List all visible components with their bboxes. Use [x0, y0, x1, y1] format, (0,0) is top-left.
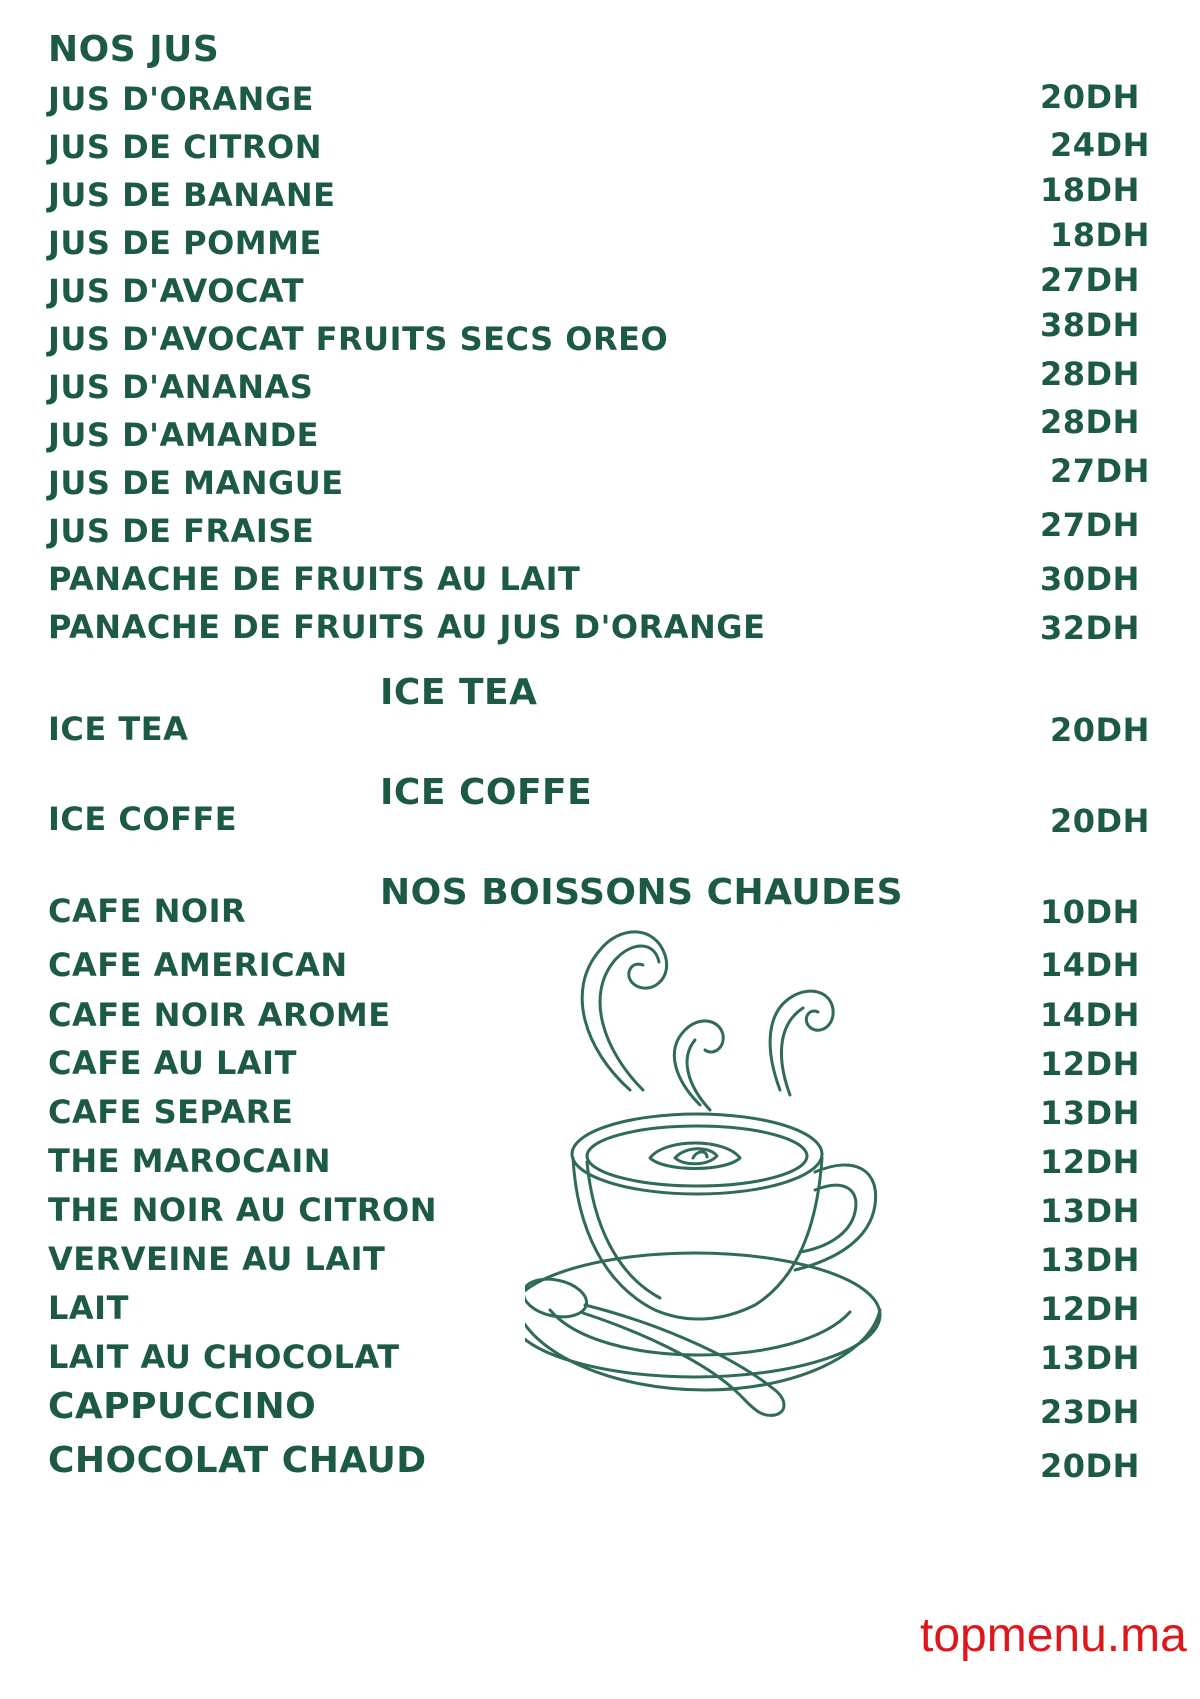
menu-item-price: 38DH — [1040, 306, 1140, 344]
menu-item-price: 27DH — [1050, 452, 1150, 490]
menu-item-price: 12DH — [1040, 1045, 1140, 1083]
menu-item-price: 27DH — [1040, 506, 1140, 544]
menu-item-name: CAFE AU LAIT — [48, 1044, 297, 1082]
menu-item-price: 13DH — [1040, 1094, 1140, 1132]
section-title-ice-coffee: ICE COFFE — [380, 772, 593, 813]
menu-item-name: JUS D'AVOCAT FRUITS SECS OREO — [48, 320, 669, 358]
section-title-ice-tea: ICE TEA — [380, 672, 538, 713]
menu-item-price: 18DH — [1050, 216, 1150, 254]
section-title-hot-drinks: NOS BOISSONS CHAUDES — [380, 872, 903, 913]
menu-item-price: 20DH — [1040, 78, 1140, 116]
coffee-cup-icon — [525, 900, 920, 1440]
menu-item-price: 14DH — [1040, 946, 1140, 984]
menu-item-name: PANACHE DE FRUITS AU LAIT — [48, 560, 581, 598]
menu-item-name: JUS DE POMME — [48, 224, 322, 262]
menu-item-name: ICE COFFE — [48, 800, 238, 838]
menu-item-price: 20DH — [1050, 802, 1150, 840]
menu-item-name: JUS D'ORANGE — [48, 80, 314, 118]
menu-item-name: CAFE NOIR AROME — [48, 996, 391, 1034]
menu-item-name: CAFE SEPARE — [48, 1093, 294, 1131]
menu-item-name: LAIT AU CHOCOLAT — [48, 1338, 400, 1376]
menu-item-name: PANACHE DE FRUITS AU JUS D'ORANGE — [48, 608, 766, 646]
menu-item-name: JUS D'AVOCAT — [48, 272, 305, 310]
menu-item-price: 30DH — [1040, 560, 1140, 598]
menu-item-price: 28DH — [1040, 355, 1140, 393]
menu-item-name: THE MAROCAIN — [48, 1142, 331, 1180]
menu-item-price: 27DH — [1040, 261, 1140, 299]
menu-item-name: JUS DE MANGUE — [48, 464, 344, 502]
menu-item-name: CAFE NOIR — [48, 892, 247, 930]
menu-item-name: LAIT — [48, 1289, 129, 1327]
menu-item-name: THE NOIR AU CITRON — [48, 1191, 438, 1229]
menu-item-name: CAFE AMERICAN — [48, 946, 348, 984]
menu-item-price: 23DH — [1040, 1393, 1140, 1431]
menu-item-name: CHOCOLAT CHAUD — [48, 1440, 427, 1481]
menu-item-price: 14DH — [1040, 996, 1140, 1034]
menu-item-name: JUS DE FRAISE — [48, 512, 315, 550]
menu-item-name: CAPPUCCINO — [48, 1386, 317, 1427]
menu-item-price: 20DH — [1050, 711, 1150, 749]
menu-item-price: 13DH — [1040, 1339, 1140, 1377]
menu-item-price: 10DH — [1040, 893, 1140, 931]
menu-item-name: JUS DE BANANE — [48, 176, 336, 214]
menu-item-price: 28DH — [1040, 403, 1140, 441]
menu-item-price: 18DH — [1040, 171, 1140, 209]
menu-item-price: 13DH — [1040, 1241, 1140, 1279]
brand-watermark: topmenu.ma — [920, 1609, 1187, 1662]
menu-item-name: JUS D'ANANAS — [48, 368, 314, 406]
menu-item-price: 32DH — [1040, 609, 1140, 647]
menu-item-price: 13DH — [1040, 1192, 1140, 1230]
menu-item-price: 12DH — [1040, 1143, 1140, 1181]
menu-item-price: 20DH — [1040, 1447, 1140, 1485]
section-title-juices: NOS JUS — [48, 29, 220, 70]
menu-item-name: ICE TEA — [48, 710, 189, 748]
menu-item-price: 12DH — [1040, 1290, 1140, 1328]
menu-item-name: VERVEINE AU LAIT — [48, 1240, 386, 1278]
menu-item-name: JUS D'AMANDE — [48, 416, 320, 454]
menu-item-name: JUS DE CITRON — [48, 128, 322, 166]
menu-item-price: 24DH — [1050, 126, 1150, 164]
